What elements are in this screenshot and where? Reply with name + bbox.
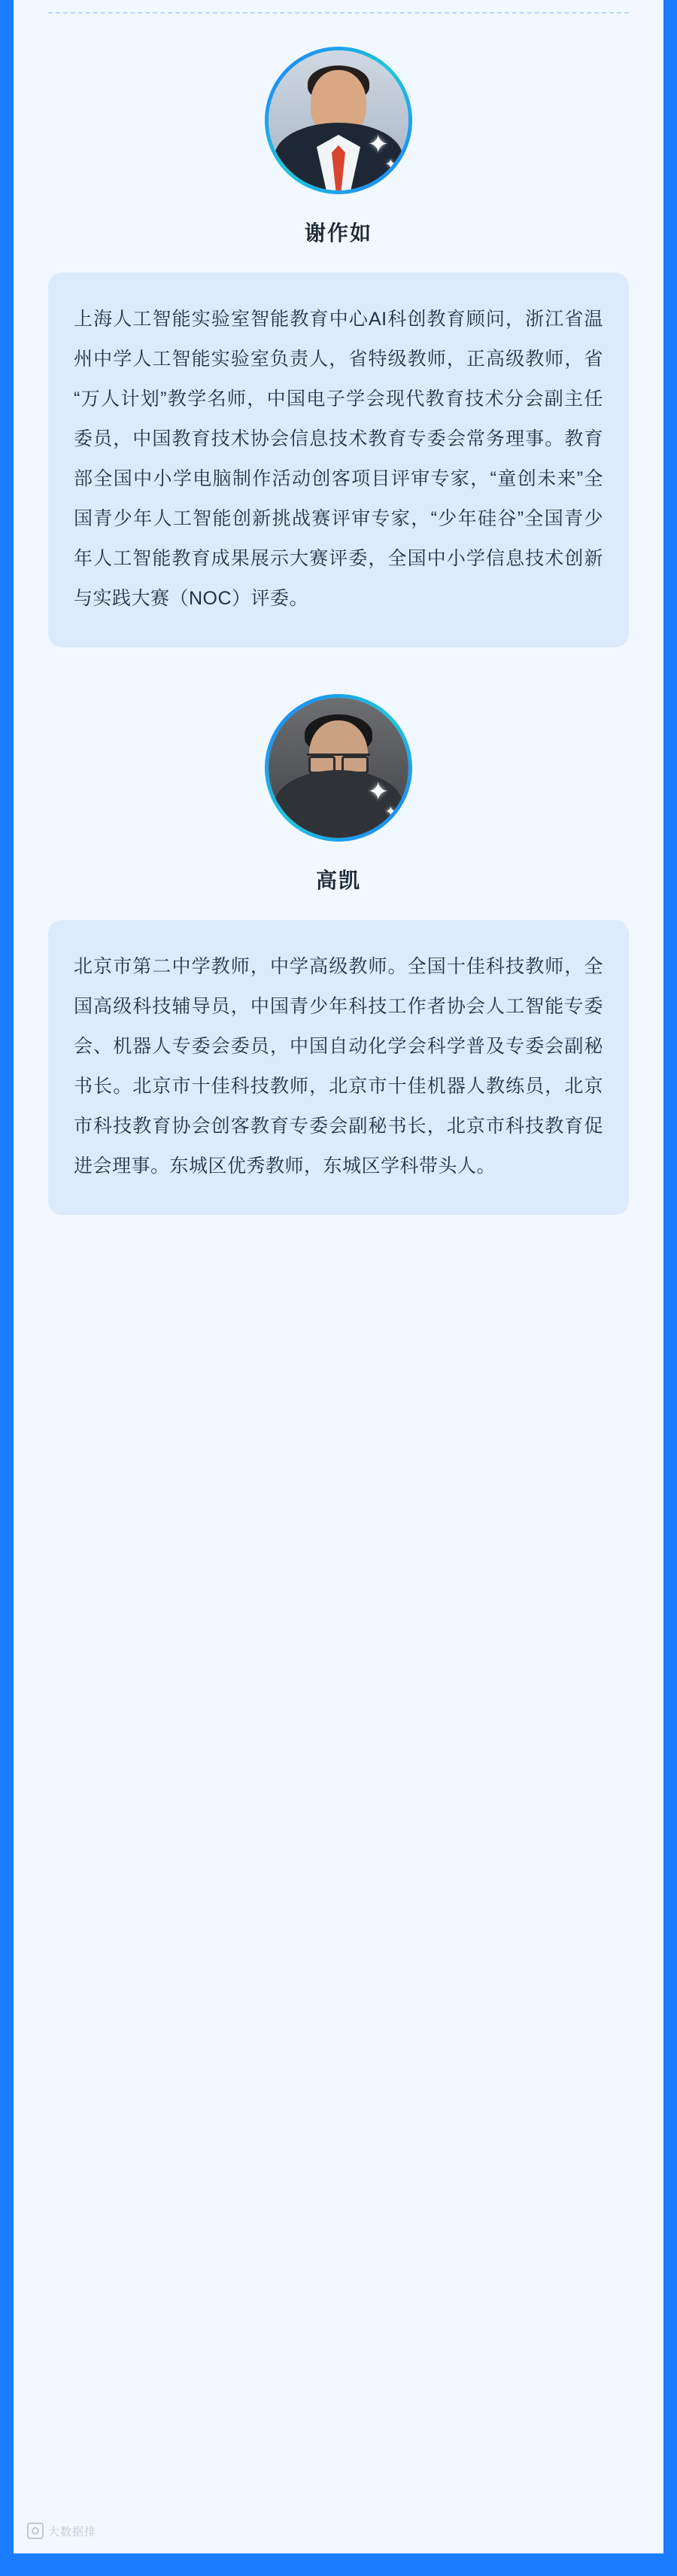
avatar-wrap-2 — [14, 694, 663, 842]
avatar-1 — [269, 50, 408, 190]
section-spacer — [14, 647, 663, 673]
avatar-ring-2 — [265, 694, 412, 842]
footer — [14, 2508, 663, 2553]
sparkle-icon-small-2: ✦ — [384, 804, 396, 819]
sparkle-icon-small-1: ✦ — [384, 157, 396, 172]
glasses-icon — [307, 754, 370, 771]
portrait-photo-icon-1 — [269, 50, 408, 190]
jacket-shape — [275, 770, 402, 838]
avatar-2 — [269, 698, 408, 838]
watermark — [27, 2523, 96, 2539]
content-card — [14, 0, 663, 2553]
expert-name-1: 谢作如 — [304, 221, 372, 245]
top-divider — [14, 0, 663, 26]
expert-bio-card-2 — [48, 920, 629, 1215]
sparkle-icon-large-2: ✦ — [367, 778, 389, 806]
dashed-divider-line — [48, 12, 629, 14]
avatar-wrap-1 — [14, 47, 663, 194]
expert-block-2 — [14, 694, 663, 1215]
watermark-text: 大数据排 — [48, 2525, 97, 2538]
portrait-photo-icon-2 — [269, 698, 408, 838]
expert-bio-text-2: 北京市第二中学教师，中学高级教师。全国十佳科技教师，全国高级科技辅导员，中国青少年科技工作者协会人工智能专委会、机器人专委会委员，中国自动化学会科学普及专委会副秘书长。北京市十佳科技教师，北京市十佳机器人教练员，北京市科技教育协会创客教育专委会副秘书长，北京市科技教育促进会理事。东城区优秀教师，东城区学科带头人。 — [74, 956, 603, 1177]
avatar-ring-1 — [265, 47, 412, 194]
expert-block-1 — [14, 47, 663, 647]
expert-bio-text-1: 上海人工智能实验室智能教育中心AI科创教育顾问，浙江省温州中学人工智能实验室负责人，省特级教师，正高级教师，省“万人计划”教学名师，中国电子学会现代教育技术分会副主任委员，中国教育技术协会信息技术教育专委会常务理事。教育部全国中小学电脑制作活动创客项目评审专家，“童创未来”全国青少年人工智能创新挑战赛评审专家，“少年硅谷”全国青少年人工智能教育成果展示大赛评委，全国中小学信息技术创新与实践大赛（NOC）评委。 — [74, 309, 603, 609]
expert-bio-card-1 — [48, 273, 629, 647]
watermark-logo-icon — [27, 2523, 44, 2539]
sparkle-icon-large-1: ✦ — [367, 130, 389, 159]
expert-name-2: 高凯 — [315, 869, 361, 892]
